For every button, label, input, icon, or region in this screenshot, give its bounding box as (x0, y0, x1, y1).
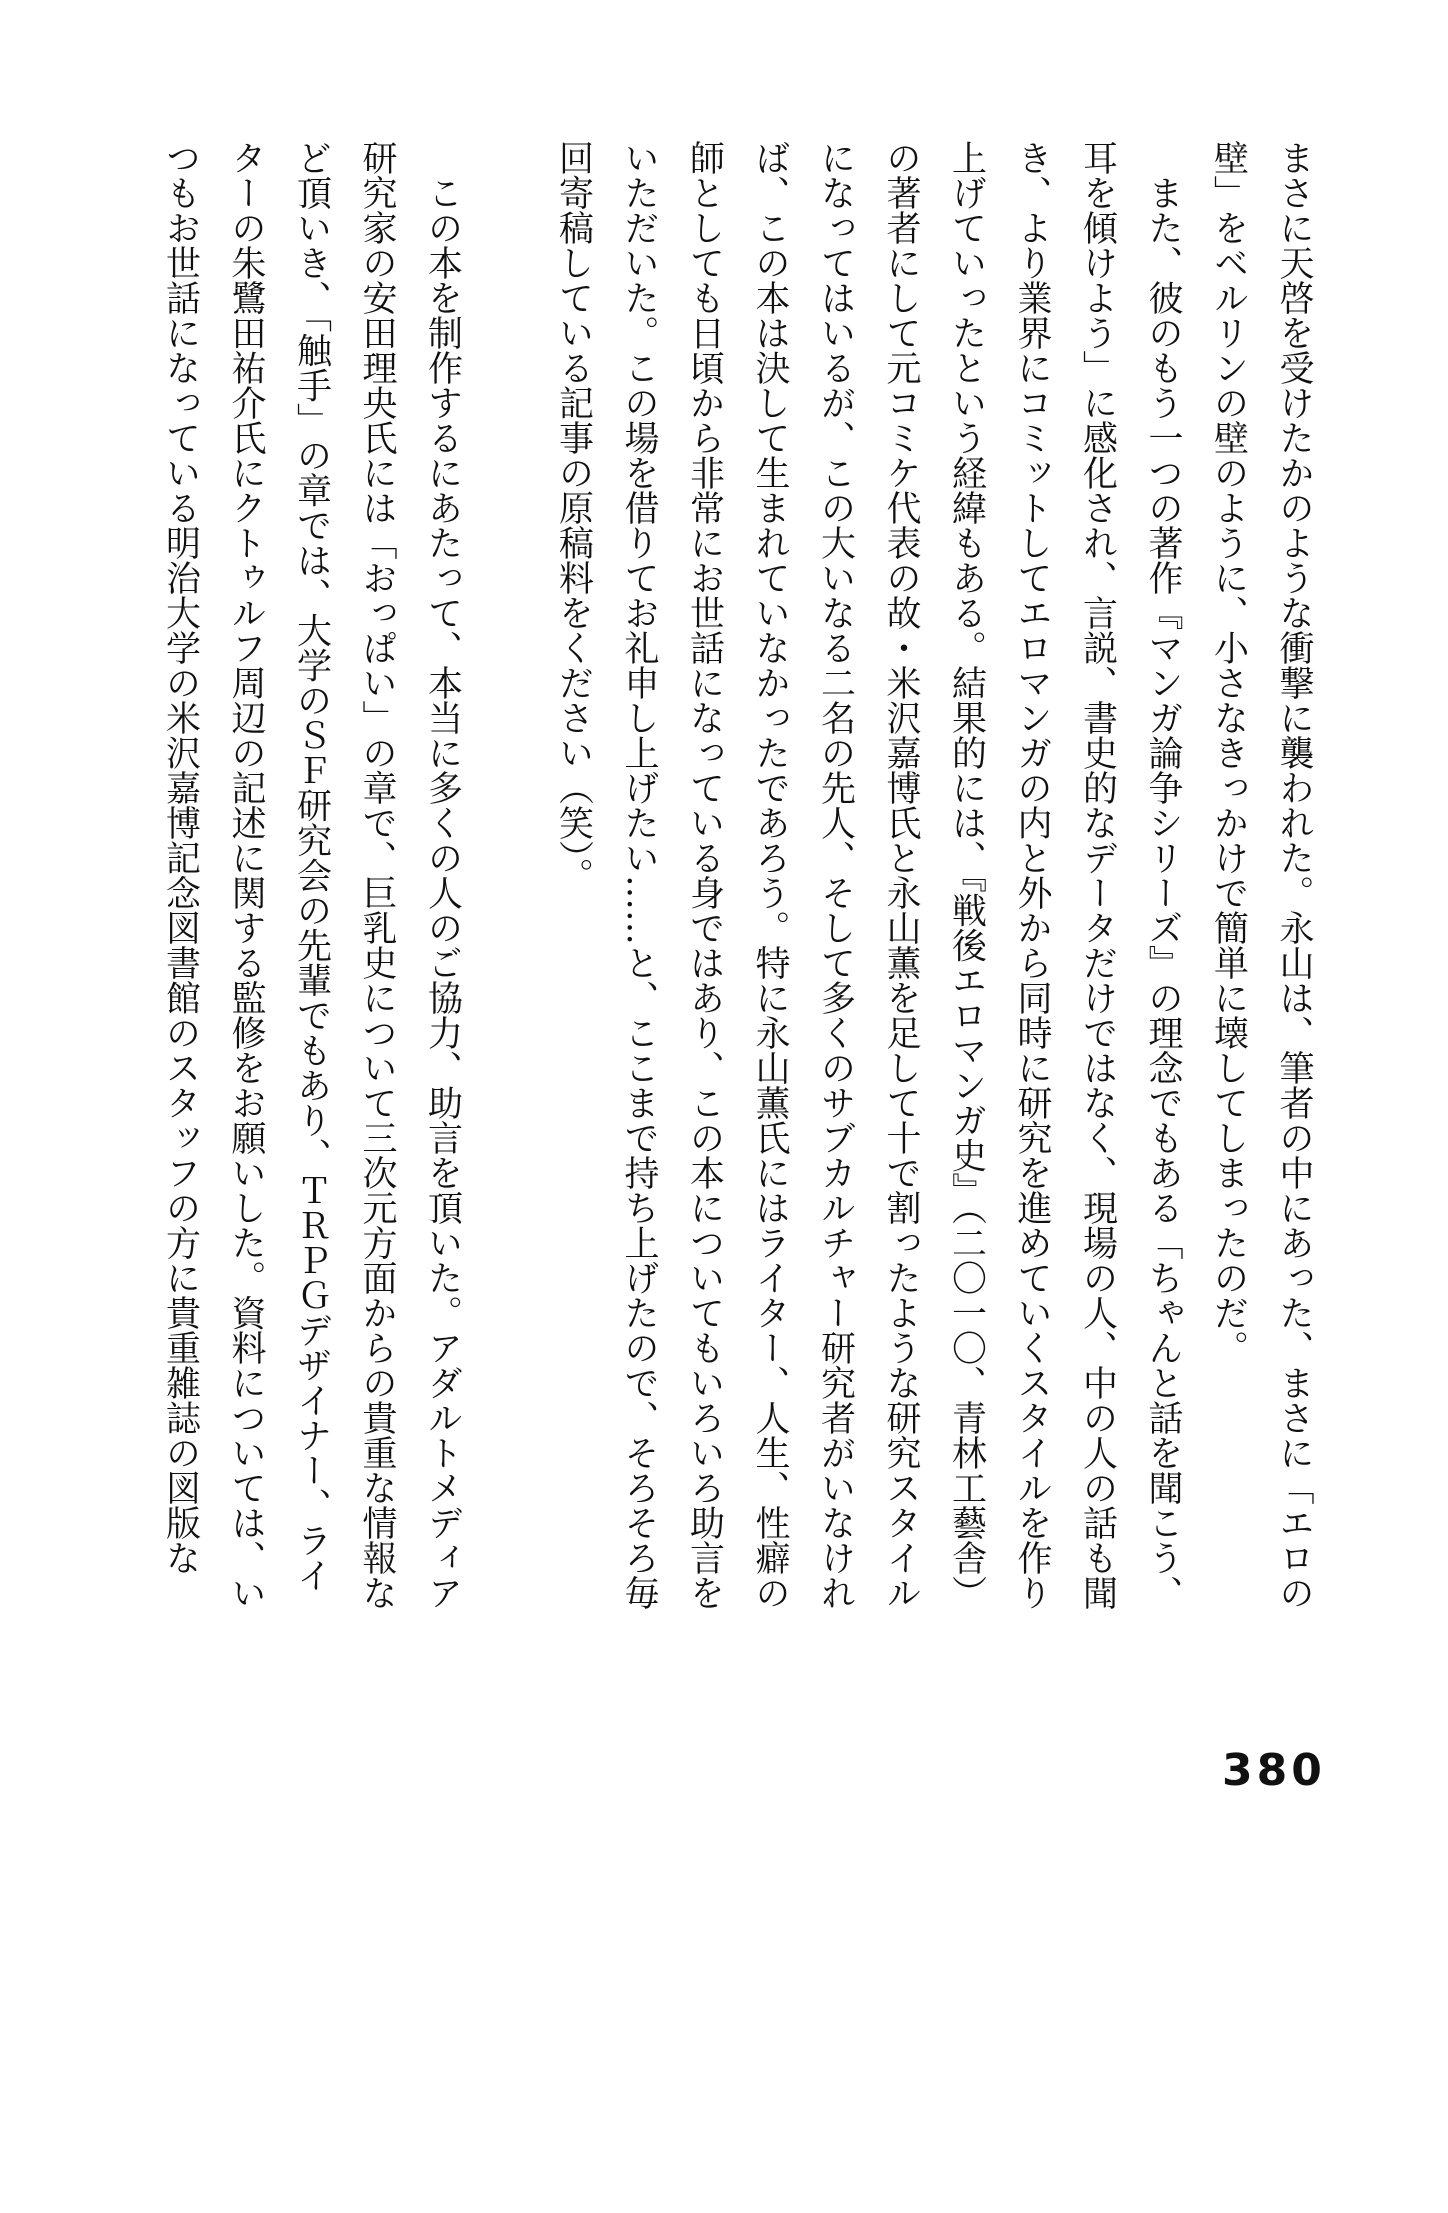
text-line: いただいた。この場を借りてお礼申し上げたい……と、ここまで持ち上げたので、そろそろ毎 (619, 140, 659, 1610)
text-line: 耳を傾けよう」に感化され、言説、書史的なデータだけではなく、現場の人、中の人の話も聞 (1077, 140, 1118, 1610)
text-line: になってはいるが、この大いなる二名の先人、そして多くのサブカルチャー研究者がいなけれ (815, 140, 856, 1610)
text-line: の著者にして元コミケ代表の故・米沢嘉博氏と永山薫を足して十で割ったような研究スタイル (881, 140, 921, 1610)
text-line: き、より業界にコミットしてエロマンガの内と外から同時に研究を進めていくスタイルを作り (1012, 140, 1052, 1610)
paragraph-1 (540, 140, 1326, 1620)
text-line: 回寄稿している記事の原稿料をください（笑）。 (553, 140, 594, 893)
text-line: 研究家の安田理央氏には「おっぱい」の章で、巨乳史について三次元方面からの貴重な情報な (357, 140, 397, 1610)
body-text (147, 140, 1326, 1620)
text-line: まさに天啓を受けたかのような衝撃に襲われた。永山は、筆者の中にあった、まさに「エロの (1274, 140, 1314, 1610)
text-line: また、彼のもう一つの著作『マンガ論争シリーズ』の理念でもある「ちゃんと話を聞こう、 (1143, 140, 1183, 1610)
page-number: 380 (1222, 1745, 1326, 1796)
paragraph-2 (147, 140, 475, 1620)
text-line: 上げていったという経緯もある。結果的には、『戦後エロマンガ史』（二〇一〇、青林工藝舎） (946, 140, 987, 1610)
text-line: ば、この本は決して生まれていなかったであろう。特に永山薫氏にはライター、人生、性癖の (750, 140, 790, 1610)
text-line: つもお世話になっている明治大学の米沢嘉博記念図書館のスタッフの方に貴重雑誌の図版な (160, 140, 201, 1575)
text-line: 壁」をベルリンの壁のように、小さなきっかけで簡単に壊してしまったのだ。 (1208, 140, 1249, 1365)
text-line: ど頂いき、「触手」の章では、大学のＳＦ研究会の先輩でもあり、ＴＲＰＧデザイナー、ライ (291, 140, 332, 1593)
text-line: 師としても日頃から非常にお世話になっている身ではあり、この本についてもいろいろ助言を (684, 140, 725, 1610)
text-line: この本を制作するにあたって、本当に多くの人のご協力、助言を頂いた。アダルトメディア (422, 140, 463, 1610)
text-line: ターの朱鷺田祐介氏にクトゥルフ周辺の記述に関する監修をお願いした。資料については、い (226, 140, 266, 1610)
paragraph-gap (475, 140, 541, 1620)
